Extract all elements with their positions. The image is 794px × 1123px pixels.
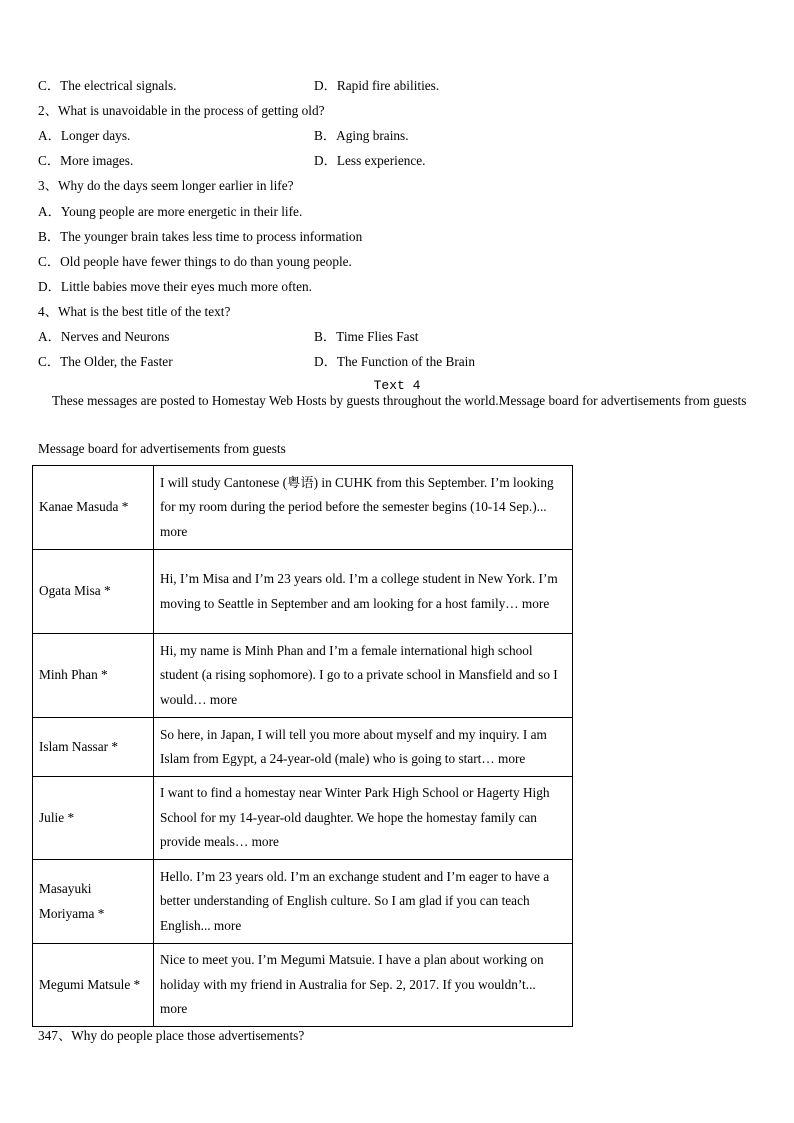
- guest-message: Hi, I’m Misa and I’m 23 years old. I’m a college student in New York. I’m moving to Seattle in September and am looking for a host family… more: [154, 550, 573, 634]
- question-line: 3、Why do the days seem longer earlier in life?: [38, 178, 294, 194]
- option: C．The Older, the Faster: [38, 354, 173, 370]
- guest-message: I will study Cantonese (粤语) in CUHK from this September. I’m looking for my room during the period before the semester begins (10-14 Sep.)... more: [154, 466, 573, 550]
- option-row: [38, 73, 440, 98]
- guest-message: So here, in Japan, I will tell you more about myself and my inquiry. I am Islam from Egypt, a 24-year-old (male) who is going to start… more: [154, 718, 573, 777]
- intro-paragraph: These messages are posted to Homestay Web Hosts by guests throughout the world.Message board for advertisements from guests: [52, 393, 747, 408]
- table-caption: Message board for advertisements from guests: [38, 441, 286, 456]
- table-row: [33, 944, 573, 1027]
- guest-name: Masayuki Moriyama *: [33, 860, 154, 944]
- option: B．Aging brains.: [314, 128, 409, 144]
- option: A．Longer days.: [38, 128, 131, 144]
- table-row: [33, 860, 573, 944]
- option: B．Time Flies Fast: [314, 329, 419, 344]
- message-board-table: [32, 465, 573, 1027]
- guest-message: I want to find a homestay near Winter Park High School or Hagerty High School for my 14-year-old daughter. We hope the homestay family can provide meals… more: [154, 777, 573, 860]
- option: C．The electrical signals.: [38, 78, 177, 93]
- option: D．Less experience.: [314, 153, 426, 169]
- guest-name: Ogata Misa *: [33, 550, 154, 634]
- guest-message: Nice to meet you. I’m Megumi Matsuie. I have a plan about working on holiday with my friend in Australia for Sep. 2, 2017. If you wouldn’t... more: [154, 944, 573, 1027]
- guest-name: Minh Phan *: [33, 634, 154, 718]
- question-line: 2、What is unavoidable in the process of getting old?: [38, 103, 325, 119]
- question-line: D．Little babies move their eyes much more often.: [38, 278, 312, 294]
- table-row: [33, 466, 573, 550]
- guest-message: Hi, my name is Minh Phan and I’m a female international high school student (a rising sophomore). I go to a private school in Mansfield and so I would… more: [154, 634, 573, 718]
- table-row: [33, 550, 573, 634]
- guest-message: Hello. I’m 23 years old. I’m an exchange student and I’m eager to have a better understanding of English culture. So I am glad if you can teach English... more: [154, 860, 573, 944]
- question-line: 4、What is the best title of the text?: [38, 303, 231, 319]
- option-row: [38, 148, 426, 173]
- section-title: Text 4: [373, 378, 421, 393]
- question-line: A．Young people are more energetic in their life.: [38, 203, 303, 219]
- question-line: C．Old people have fewer things to do than young people.: [38, 253, 352, 269]
- table-row: [33, 777, 573, 860]
- question-347: 347、Why do people place those advertisements?: [38, 1028, 305, 1043]
- question-line: B．The younger brain takes less time to process information: [38, 228, 363, 244]
- table-row: [33, 634, 573, 718]
- guest-name: Julie *: [33, 777, 154, 860]
- option: C．More images.: [38, 153, 134, 169]
- option: D．The Function of the Brain: [314, 354, 476, 370]
- guest-name: Islam Nassar *: [33, 718, 154, 777]
- guest-name: Megumi Matsule *: [33, 944, 154, 1027]
- option-row: [38, 349, 476, 374]
- table-row: [33, 718, 573, 777]
- guest-name: Kanae Masuda *: [33, 466, 154, 550]
- option: D．Rapid fire abilities.: [314, 78, 440, 93]
- option-row: [38, 123, 409, 148]
- option: A．Nerves and Neurons: [38, 329, 170, 344]
- option-row: [38, 324, 419, 349]
